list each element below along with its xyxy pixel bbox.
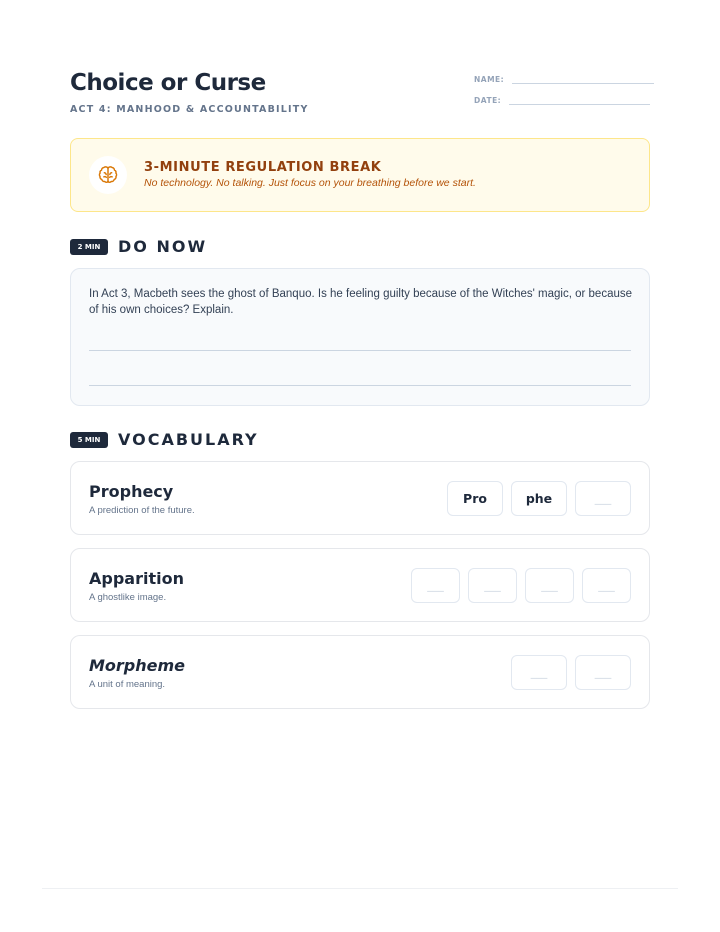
syllable-box-blank[interactable]: ___	[468, 568, 517, 603]
worksheet-title: Choice or Curse	[70, 70, 266, 96]
name-line[interactable]	[512, 74, 654, 84]
regulation-title: 3-MINUTE REGULATION BREAK	[144, 160, 382, 175]
vocab-definition: A ghostlike image.	[89, 592, 167, 603]
syllable-box-blank[interactable]: ___	[575, 481, 631, 516]
vocab-definition: A unit of meaning.	[89, 679, 166, 690]
section-title: DO NOW	[118, 237, 208, 256]
syllable-box-blank[interactable]: ___	[582, 568, 631, 603]
time-badge: 5 MIN	[70, 432, 108, 448]
date-line[interactable]	[509, 95, 650, 105]
name-label: NAME:	[474, 75, 505, 84]
syllable-boxes	[511, 655, 631, 690]
syllable-box[interactable]: Pro	[447, 481, 503, 516]
answer-line[interactable]	[89, 385, 631, 386]
syllable-boxes	[411, 568, 631, 603]
syllable-box-blank[interactable]: ___	[525, 568, 574, 603]
syllable-box-blank[interactable]: ___	[411, 568, 460, 603]
vocab-word: Prophecy	[89, 482, 174, 501]
do-now-card	[70, 268, 650, 406]
footer-divider	[42, 888, 678, 889]
regulation-break-banner	[70, 138, 650, 212]
vocab-card-prophecy	[70, 461, 650, 535]
do-now-header	[70, 237, 207, 256]
date-label: DATE:	[474, 96, 502, 105]
name-field[interactable]	[474, 74, 654, 84]
time-badge: 2 MIN	[70, 239, 108, 255]
answer-line[interactable]	[89, 350, 631, 351]
brain-icon	[89, 156, 127, 194]
worksheet-subtitle: ACT 4: MANHOOD & ACCOUNTABILITY	[70, 104, 309, 115]
date-field[interactable]	[474, 95, 650, 105]
section-title: VOCABULARY	[118, 430, 259, 449]
vocab-card-apparition	[70, 548, 650, 622]
syllable-box-blank[interactable]: ___	[511, 655, 567, 690]
vocabulary-header	[70, 430, 259, 449]
do-now-prompt: In Act 3, Macbeth sees the ghost of Banquo. Is he feeling guilty because of the Witches' magic, or because of his own choices? Explain.	[89, 288, 633, 316]
syllable-box[interactable]: phe	[511, 481, 567, 516]
vocab-card-morpheme	[70, 635, 650, 709]
syllable-boxes	[447, 481, 631, 516]
vocab-word: Apparition	[89, 569, 184, 588]
syllable-box-blank[interactable]: ___	[575, 655, 631, 690]
vocab-word: Morpheme	[89, 656, 186, 675]
vocab-definition: A prediction of the future.	[89, 505, 195, 516]
regulation-instructions: No technology. No talking. Just focus on your breathing before we start.	[144, 177, 476, 189]
